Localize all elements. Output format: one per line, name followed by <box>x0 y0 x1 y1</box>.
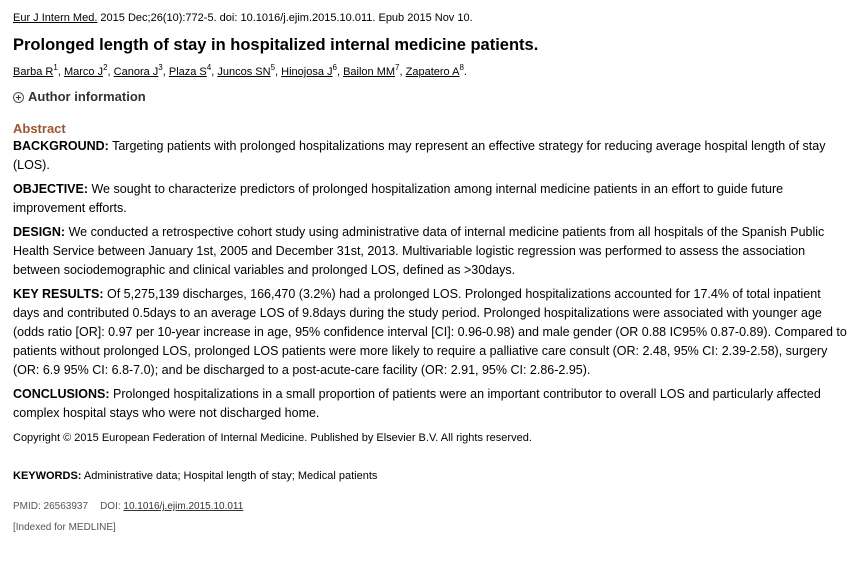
design-label: DESIGN: <box>13 225 66 239</box>
objective-text: We sought to characterize predictors of prolonged hospitalization among internal medicine patients in an effort to guide future improvement efforts. <box>13 182 784 215</box>
article-title: Prolonged length of stay in hospitalized internal medicine patients. <box>13 36 539 54</box>
identifiers-line <box>13 500 850 513</box>
doi-link[interactable]: 10.1016/j.ejim.2015.10.011 <box>123 501 244 512</box>
copyright-notice: Copyright © 2015 European Federation of Internal Medicine. Published by Elsevier B.V. All rights reserved. <box>13 432 532 444</box>
author-link[interactable]: Plaza S <box>168 66 207 78</box>
design-text: We conducted a retrospective cohort study using administrative data of internal medicine patients from all hospitals of the Spanish Public Health Service between January 1st, 2005 and December 31st, 2013. Multivariable logistic regression was performed to assess the association between sociodemographic and clinical variables and prolonged LOS, defined as >30days. <box>13 225 825 277</box>
author-information-toggle[interactable] <box>13 89 850 105</box>
key-results-section <box>13 285 849 380</box>
keywords-text: Administrative data; Hospital length of stay; Medical patients <box>81 470 378 482</box>
author-link[interactable]: Hinojosa J <box>281 66 333 78</box>
author-list: Barba $R^1$, Marco $J^2$, Canora $J^3$, Plaza $S^4$, Juncos $SN^5$, Hinojosa $J^6$, Bailon $MM^7$, Zapatero $A^8$. <box>13 63 467 78</box>
citation-details: 2015 Dec;26(10):772-5. doi: 10.1016/j.ejim.2015.10.011. Epub 2015 Nov 10. <box>97 12 473 24</box>
key-results-label: KEY RESULTS: <box>13 287 104 301</box>
background-text: Targeting patients with prolonged hospitalizations may represent an effective strategy for reducing average hospital length of stay (LOS). <box>13 139 826 172</box>
author-link[interactable]: Bailon MM <box>343 66 396 78</box>
author-affiliation-sup: 1 <box>53 63 58 72</box>
pmid-label: PMID: 26563937 <box>13 501 89 512</box>
keywords-label: KEYWORDS: <box>13 470 82 482</box>
citation-line <box>13 11 850 25</box>
author-affiliation-sup: 4 <box>206 63 212 72</box>
objective-section <box>13 180 849 218</box>
author-affiliation-sup: 7 <box>395 63 400 72</box>
author-affiliation-sup: 8 <box>459 63 464 72</box>
author-affiliation-sup: 3 <box>158 63 163 72</box>
author-information-label: Author information <box>28 89 146 104</box>
author-link[interactable]: Marco J <box>63 66 104 78</box>
author-link[interactable]: Juncos SN <box>217 66 271 78</box>
author-link[interactable]: Canora J <box>113 66 159 78</box>
objective-label: OBJECTIVE: <box>13 182 89 196</box>
conclusions-section <box>13 385 849 423</box>
indexed-for-medline: [Indexed for MEDLINE] <box>13 522 116 533</box>
background-label: BACKGROUND: <box>13 139 109 153</box>
key-results-text: Of 5,275,139 discharges, 166,470 (3.2%) had a prolonged LOS. Prolonged hospitalizations accounted for 17.4% of total inpatient days and contributed 0.5days to an average LOS of 9.8days during the study period. Prolonged hospitalizations were associated with younger age (odds ratio [OR]: 0.97 per 10-year increase in age, 95% confidence interval [CI]: 0.96-0.98) and male gender (OR 0.88 IC95% 0.87-0.89). Compared to patients without prolonged LOS, prolonged LOS patients were more likely to require a palliative care consult (OR: 2.48, 95% CI: 2.39-2.58), surgery (OR: 6.9 95% CI: 6.8-7.0); and be discharged to a post-acute-care facility (OR: 2.91, 95% CI: 2.86-2.95). <box>13 287 847 377</box>
author-affiliation-sup: 5 <box>270 63 276 72</box>
author-link[interactable]: Barba R <box>13 66 54 78</box>
conclusions-label: CONCLUSIONS: <box>13 387 110 401</box>
expand-plus-icon <box>13 92 24 103</box>
abstract-heading: Abstract <box>13 121 66 136</box>
journal-link[interactable]: Eur J Intern Med. <box>13 12 98 24</box>
author-affiliation-sup: 2 <box>103 63 108 72</box>
design-section <box>13 223 849 280</box>
conclusions-text: Prolonged hospitalizations in a small proportion of patients were an important contributor to overall LOS and particularly affected complex hospital stays who were not discharged home. <box>13 387 821 420</box>
author-link[interactable]: Zapatero A <box>405 66 460 78</box>
background-section <box>13 137 849 175</box>
keywords-line <box>13 469 850 483</box>
doi-label: DOI: <box>100 501 124 512</box>
author-affiliation-sup: 6 <box>332 63 337 72</box>
